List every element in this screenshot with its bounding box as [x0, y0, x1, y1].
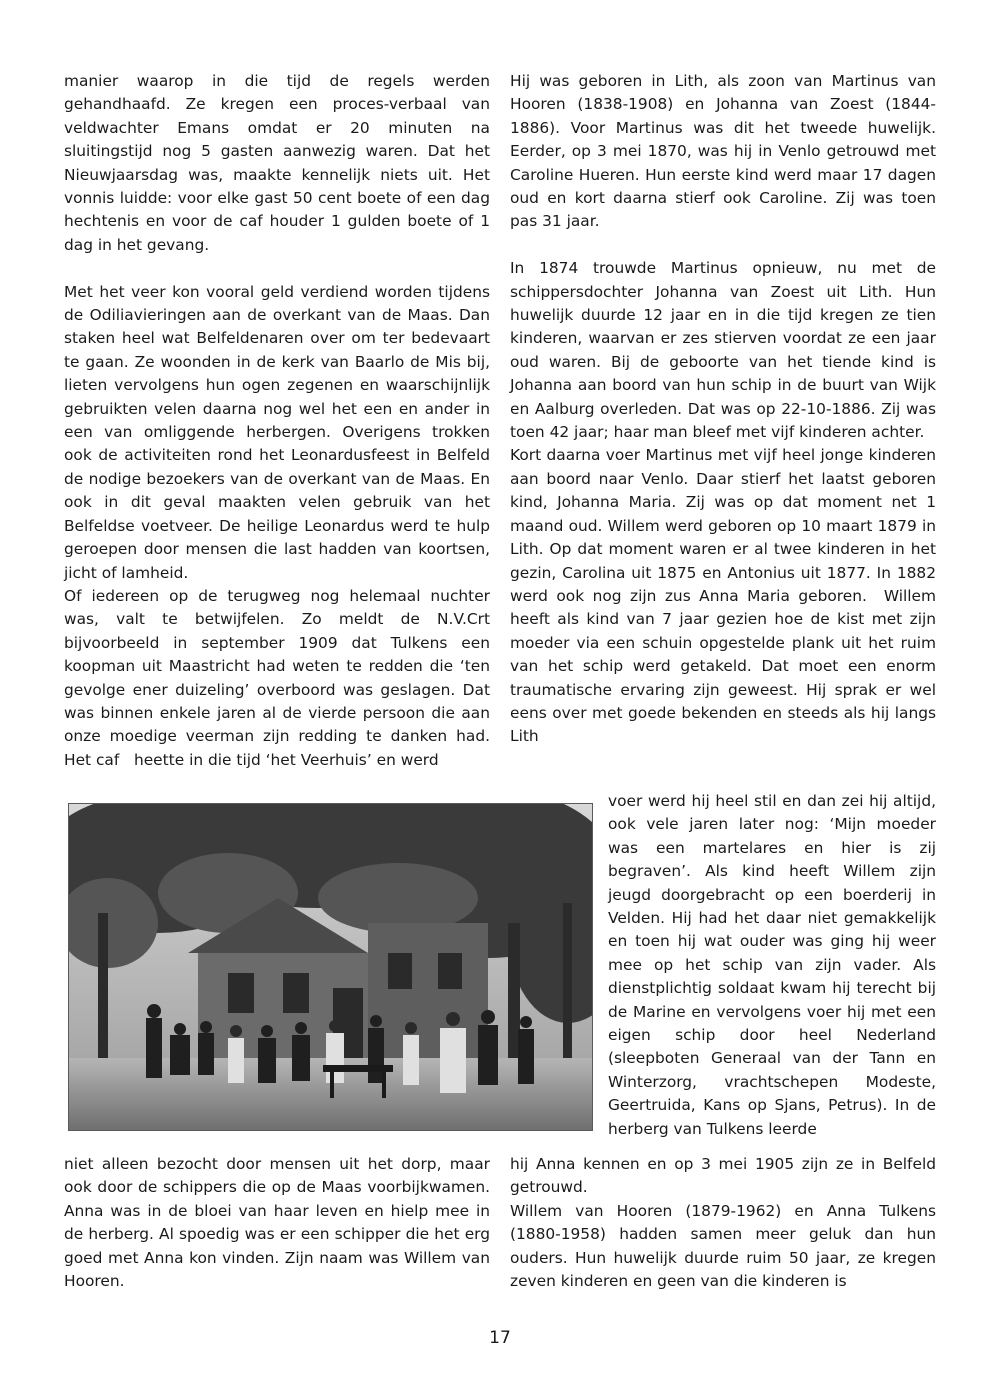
paragraph: Met het veer kon vooral geld verdiend worden tijdens de Odiliavieringen aan de overkant van de Maas. Dan staken heel wat Belfeldenaren over om ter bedevaart te gaan. Ze woonden in de kerk van Baarlo de Mis bij, lieten vervolgens hun ogen zegenen en waarschijnlijk gebruikten velen daarna nog wel het een en ander in een van omliggende herbergen. Overigens trokken ook de activiteiten rond het Leonardusfeest in Belfeld de nodige bezoekers van de overkant van de Maas. En ook in dit geval maakten velen gebruik van het Belfeldse voetveer. De heilige Leonardus werd te hulp geroepen door mensen die last hadden van koortsen, jicht of lamheid. — [64, 282, 490, 582]
group-photo-drawing — [68, 803, 593, 1131]
group-photo-icon — [68, 803, 593, 1131]
paragraph: niet alleen bezocht door mensen uit het dorp, maar ook door de schippers die op de Maas voorbijkwamen. Anna was in de bloei van haar leven en hielp mee in de herberg. Al spoedig was er een schipper die het erg goed met Anna kon vinden. Zijn naam was Willem van Hooren. — [64, 1155, 490, 1291]
paragraph: hij Anna kennen en op 3 mei 1905 zijn ze in Belfeld getrouwd. — [510, 1155, 936, 1197]
paragraph: manier waarop in die tijd de regels werden gehandhaafd. Ze kregen een proces-verbaal van veldwachter Emans omdat er 20 minuten na sluitingstijd nog 5 gasten aanwezig waren. Dat het Nieuwjaarsdag was, maakte kennelijk niets uit. Het vonnis luidde: voor elke gast 50 cent boete of een dag hechtenis en voor de caf houder 1 gulden boete of 1 dag in het gevang. — [64, 72, 490, 254]
right-column-wrap — [608, 790, 936, 1141]
paragraph: voer werd hij heel stil en dan zei hij altijd, ook vele jaren later nog: ‘Mijn moeder was een martelares en hier is zij begraven’. Als kind heeft Willem zijn jeugd doorgebracht op een boerderij in Velden. Hij had het daar niet gemakkelijk en toen hij wat ouder was ging hij weer mee op het schip van zijn vader. Als dienstplichtig soldaat kwam hij terecht bij de Marine en vervolgens voer hij met een eigen schip door heel Nederland (sleepboten Generaal van der Tann en Winterzorg, vrachtschepen Modeste, Geertruida, Kans op Sjans, Petrus). In de herberg van Tulkens leerde — [608, 792, 936, 1138]
right-column-bottom — [510, 1153, 936, 1293]
left-column-bottom — [64, 1153, 490, 1293]
paragraph: Of iedereen op de terugweg nog helemaal nuchter was, valt te betwijfelen. Zo meldt de N.V.Crt bijvoorbeeld in september 1909 dat Tulkens een koopman uit Maastricht had weten te redden die ‘ten gevolge ener duizeling’ overboord was geslagen. Dat was binnen enkele jaren al de vierde persoon die aan onze moedige veerman zijn redding te danken had. Het caf heette in die tijd ‘het Veerhuis’ en werd — [64, 586, 490, 769]
page-number: 17 — [489, 1328, 511, 1348]
left-column-top — [64, 70, 490, 772]
paragraph: Kort daarna voer Martinus met vijf heel jonge kinderen aan boord naar Venlo. Daar stierf het laatst geboren kind, Johanna Maria. Zij was op dat moment net 1 maand oud. Willem werd geboren op 10 maart 1879 in Lith. Op dat moment waren er al twee kinderen in het gezin, Carolina uit 1875 en Antonius uit 1877. In 1882 werd ook nog zijn zus Anna Maria geboren. Willem heeft als kind van 7 jaar gezien hoe de kist met zijn moeder via een schuin opgestelde plank uit het ruim van het schip werd getakeld. Dat moet een enorm traumatische ervaring zijn geweest. Hij sprak er wel eens over met goede bekenden en steeds als hij langs Lith — [510, 446, 936, 746]
paragraph: In 1874 trouwde Martinus opnieuw, nu met de schippersdochter Johanna van Zoest uit Lith. Hun huwelijk duurde 12 jaar en in die tijd kregen ze tien kinderen, waarvan er zes stierven voordat ze een jaar oud waren. Bij de geboorte van het tiende kind is Johanna aan boord van hun schip in de buurt van Wijk en Aalburg overleden. Dat was op 22-10-1886. Zij was toen 42 jaar; haar man bleef met vijf kinderen achter. — [510, 259, 936, 442]
paragraph: Willem van Hooren (1879-1962) en Anna Tulkens (1880-1958) hadden samen meer geluk dan hun ouders. Hun huwelijk duurde ruim 50 jaar, ze kregen zeven kinderen en geen van die kinderen is — [510, 1201, 936, 1291]
right-column-top — [510, 70, 936, 749]
paragraph: Hij was geboren in Lith, als zoon van Martinus van Hooren (1838-1908) en Johanna van Zoest (1844-1886). Voor Martinus was dit het tweede huwelijk. Eerder, op 3 mei 1870, was hij in Venlo getrouwd met Caroline Hueren. Hun eerste kind werd maar 17 dagen oud en kort daarna stierf ook Caroline. Zij was toen pas 31 jaar. — [510, 72, 936, 231]
